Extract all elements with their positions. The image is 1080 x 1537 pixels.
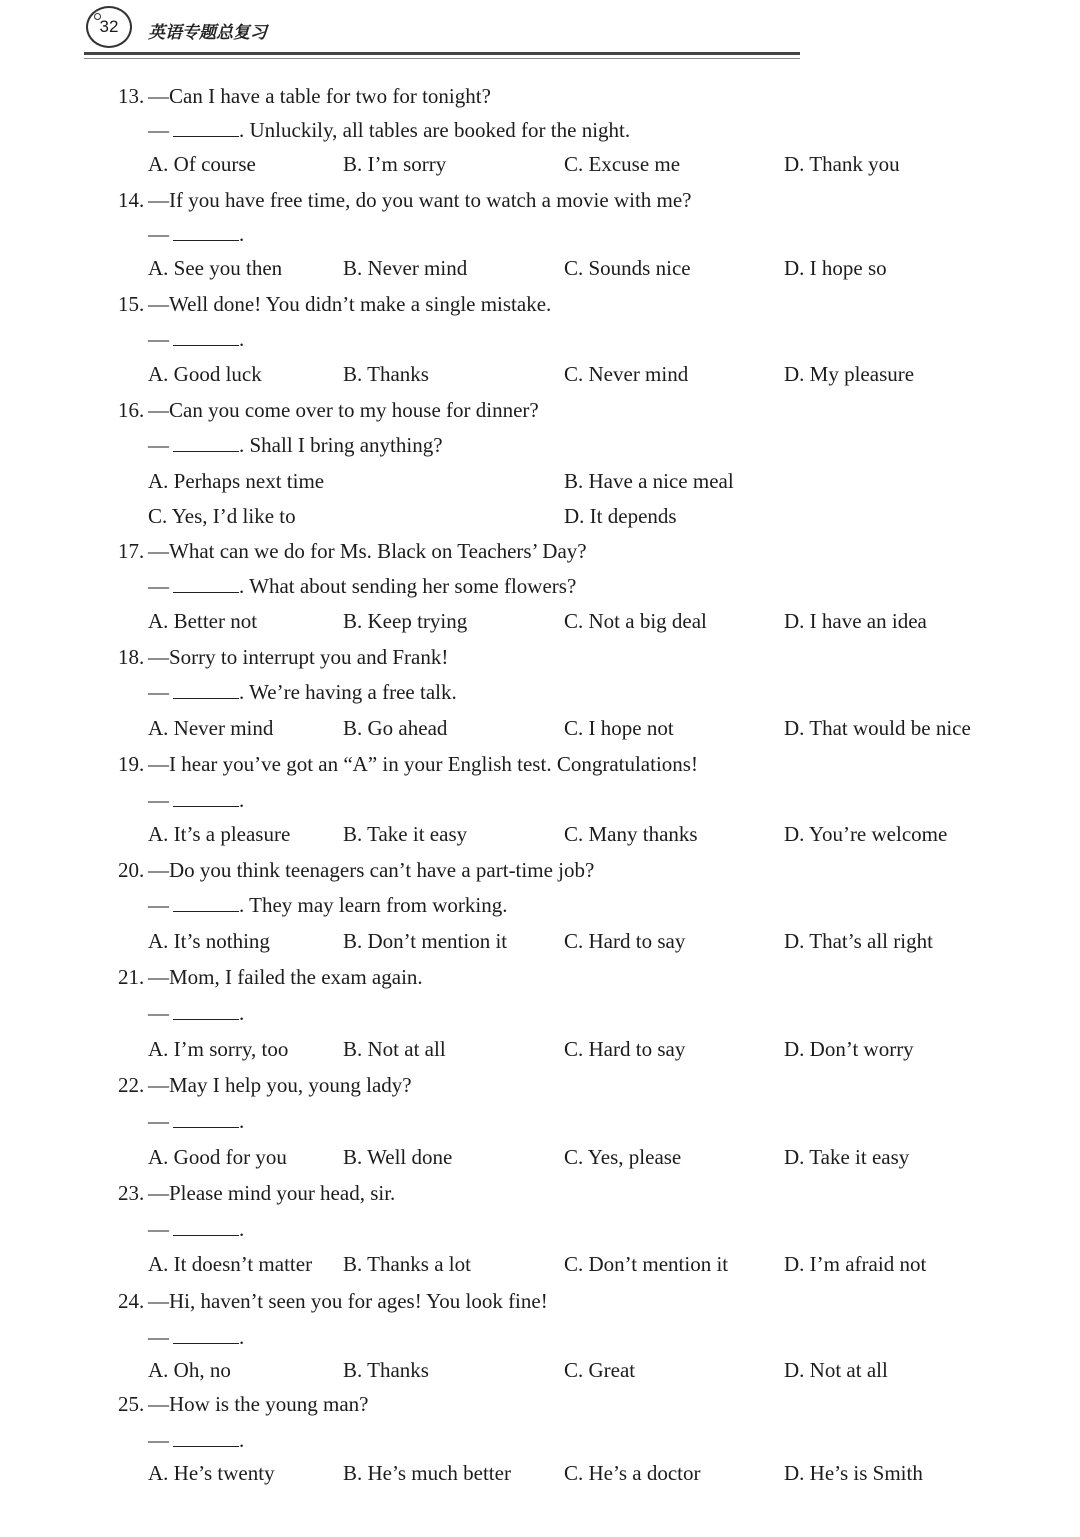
answer-option: B. Thanks — [343, 362, 429, 386]
answer-option: A. He’s twenty — [148, 1461, 275, 1485]
dash: — — [148, 1001, 169, 1025]
prompt-text: Sorry to interrupt you and Frank! — [169, 645, 449, 669]
dash: — — [148, 1392, 169, 1416]
reply-line — [148, 327, 244, 352]
dash: — — [148, 1289, 169, 1313]
question-prompt — [118, 1289, 548, 1314]
question-prompt — [118, 1181, 395, 1206]
prompt-text: I hear you’ve got an “A” in your English test. Congratulations! — [169, 752, 698, 776]
question-prompt — [118, 398, 539, 423]
question-number: 16. — [118, 398, 145, 422]
prompt-text: Mom, I failed the exam again. — [169, 965, 423, 989]
reply-text: . — [239, 222, 245, 246]
answer-option: A. It’s a pleasure — [148, 822, 291, 846]
answer-blank — [173, 222, 239, 241]
header-divider-thin — [84, 58, 800, 59]
answer-option: A. Better not — [148, 609, 258, 633]
book-title: 英语专题总复习 — [148, 23, 267, 43]
answer-option: D. Take it easy — [784, 1145, 910, 1169]
reply-text: . — [239, 1217, 245, 1241]
dash: — — [148, 222, 169, 246]
dash: — — [148, 539, 169, 563]
answer-option: B. Go ahead — [343, 716, 448, 740]
question-number: 24. — [118, 1289, 145, 1313]
answer-blank — [173, 893, 239, 912]
answer-option: C. Sounds nice — [564, 256, 691, 280]
reply-text: . Shall I bring anything? — [239, 433, 443, 457]
answer-option: C. Don’t mention it — [564, 1252, 729, 1276]
answer-option: D. Thank you — [784, 152, 900, 176]
question-prompt — [118, 965, 423, 990]
question-number: 18. — [118, 645, 145, 669]
answer-option: B. He’s much better — [343, 1461, 511, 1485]
answer-option: A. Oh, no — [148, 1358, 231, 1382]
dash: — — [148, 84, 169, 108]
answer-option: D. It depends — [564, 504, 677, 528]
answer-option: B. Keep trying — [343, 609, 468, 633]
answer-blank — [173, 788, 239, 807]
answer-option: C. Great — [564, 1358, 636, 1382]
badge-ring-icon — [94, 13, 101, 20]
reply-line — [148, 1001, 244, 1026]
reply-line — [148, 1109, 244, 1134]
question-prompt — [118, 84, 491, 109]
prompt-text: Well done! You didn’t make a single mistake. — [169, 292, 552, 316]
dash: — — [148, 327, 169, 351]
dash: — — [148, 1217, 169, 1241]
reply-text: . We’re having a free talk. — [239, 680, 457, 704]
dash: — — [148, 645, 169, 669]
prompt-text: Do you think teenagers can’t have a part-time job? — [169, 858, 595, 882]
reply-text: . They may learn from working. — [239, 893, 508, 917]
answer-option: C. Not a big deal — [564, 609, 707, 633]
page-number-badge — [86, 6, 132, 48]
answer-option: D. Don’t worry — [784, 1037, 914, 1061]
reply-text: . What about sending her some flowers? — [239, 574, 577, 598]
question-number: 13. — [118, 84, 145, 108]
answer-option: B. Well done — [343, 1145, 453, 1169]
reply-line — [148, 433, 443, 458]
question-number: 21. — [118, 965, 145, 989]
dash: — — [148, 1073, 169, 1097]
reply-text: . — [239, 1109, 245, 1133]
reply-text: . Unluckily, all tables are booked for the night. — [239, 118, 631, 142]
question-prompt — [118, 188, 692, 213]
dash: — — [148, 965, 169, 989]
reply-line — [148, 788, 244, 813]
question-number: 17. — [118, 539, 145, 563]
answer-option: B. I’m sorry — [343, 152, 447, 176]
answer-option: C. I hope not — [564, 716, 674, 740]
question-number: 15. — [118, 292, 145, 316]
dash: — — [148, 858, 169, 882]
dash: — — [148, 1325, 169, 1349]
question-number: 20. — [118, 858, 145, 882]
reply-text: . — [239, 788, 245, 812]
answer-blank — [173, 1217, 239, 1236]
answer-option: D. He’s is Smith — [784, 1461, 923, 1485]
reply-line — [148, 1428, 244, 1453]
header-divider — [84, 52, 800, 55]
dash: — — [148, 680, 169, 704]
answer-option: B. Not at all — [343, 1037, 446, 1061]
question-prompt — [118, 539, 587, 564]
reply-line — [148, 222, 244, 247]
reply-text: . — [239, 327, 245, 351]
answer-option: C. Hard to say — [564, 929, 686, 953]
question-number: 25. — [118, 1392, 145, 1416]
dash: — — [148, 1428, 169, 1452]
answer-blank — [173, 574, 239, 593]
question-prompt — [118, 858, 594, 883]
question-prompt — [118, 645, 448, 670]
reply-text: . — [239, 1001, 245, 1025]
answer-option: D. I hope so — [784, 256, 887, 280]
answer-blank — [173, 1001, 239, 1020]
answer-option: A. It doesn’t matter — [148, 1252, 313, 1276]
dash: — — [148, 893, 169, 917]
answer-blank — [173, 1428, 239, 1447]
answer-option: C. Many thanks — [564, 822, 698, 846]
dash: — — [148, 188, 169, 212]
answer-option: D. That would be nice — [784, 716, 971, 740]
answer-blank — [173, 1109, 239, 1128]
dash: — — [148, 574, 169, 598]
answer-option: A. I’m sorry, too — [148, 1037, 289, 1061]
answer-option: B. Never mind — [343, 256, 468, 280]
prompt-text: How is the young man? — [169, 1392, 369, 1416]
answer-option: C. Never mind — [564, 362, 689, 386]
reply-line — [148, 1325, 244, 1350]
prompt-text: Can I have a table for two for tonight? — [169, 84, 491, 108]
answer-option: A. Good for you — [148, 1145, 287, 1169]
dash: — — [148, 752, 169, 776]
answer-option: D. I have an idea — [784, 609, 927, 633]
reply-line — [148, 893, 507, 918]
dash: — — [148, 292, 169, 316]
answer-option: A. Good luck — [148, 362, 262, 386]
answer-option: B. Thanks a lot — [343, 1252, 471, 1276]
answer-option: B. Don’t mention it — [343, 929, 508, 953]
answer-option: C. Yes, I’d like to — [148, 504, 296, 528]
answer-option: C. He’s a doctor — [564, 1461, 701, 1485]
answer-option: A. Perhaps next time — [148, 469, 325, 493]
answer-blank — [173, 1325, 239, 1344]
prompt-text: Please mind your head, sir. — [169, 1181, 396, 1205]
question-prompt — [118, 292, 551, 317]
prompt-text: Can you come over to my house for dinner? — [169, 398, 539, 422]
prompt-text: May I help you, young lady? — [169, 1073, 412, 1097]
dash: — — [148, 398, 169, 422]
answer-option: D. That’s all right — [784, 929, 933, 953]
answer-option: A. Never mind — [148, 716, 274, 740]
answer-option: B. Take it easy — [343, 822, 468, 846]
question-number: 23. — [118, 1181, 145, 1205]
reply-line — [148, 118, 630, 143]
answer-blank — [173, 118, 239, 137]
prompt-text: If you have free time, do you want to watch a movie with me? — [169, 188, 692, 212]
answer-option: D. I’m afraid not — [784, 1252, 927, 1276]
question-number: 22. — [118, 1073, 145, 1097]
answer-option: C. Hard to say — [564, 1037, 686, 1061]
prompt-text: What can we do for Ms. Black on Teachers’ Day? — [169, 539, 587, 563]
answer-option: A. See you then — [148, 256, 283, 280]
page-number: 32 — [99, 17, 119, 36]
answer-option: A. It’s nothing — [148, 929, 270, 953]
answer-option: B. Thanks — [343, 1358, 429, 1382]
question-prompt — [118, 1073, 412, 1098]
reply-text: . — [239, 1325, 245, 1349]
dash: — — [148, 433, 169, 457]
answer-option: A. Of course — [148, 152, 256, 176]
question-prompt — [118, 752, 698, 777]
answer-option: D. Not at all — [784, 1358, 888, 1382]
answer-blank — [173, 433, 239, 452]
answer-blank — [173, 327, 239, 346]
answer-option: D. My pleasure — [784, 362, 915, 386]
dash: — — [148, 118, 169, 142]
answer-option: D. You’re welcome — [784, 822, 948, 846]
question-number: 19. — [118, 752, 145, 776]
dash: — — [148, 788, 169, 812]
question-prompt — [118, 1392, 368, 1417]
answer-option: C. Yes, please — [564, 1145, 682, 1169]
answer-option: C. Excuse me — [564, 152, 681, 176]
answer-option: B. Have a nice meal — [564, 469, 734, 493]
reply-line — [148, 574, 576, 599]
prompt-text: Hi, haven’t seen you for ages! You look fine! — [169, 1289, 548, 1313]
reply-line — [148, 680, 457, 705]
dash: — — [148, 1181, 169, 1205]
reply-text: . — [239, 1428, 245, 1452]
dash: — — [148, 1109, 169, 1133]
reply-line — [148, 1217, 244, 1242]
answer-blank — [173, 680, 239, 699]
page-header — [84, 4, 804, 60]
question-number: 14. — [118, 188, 145, 212]
